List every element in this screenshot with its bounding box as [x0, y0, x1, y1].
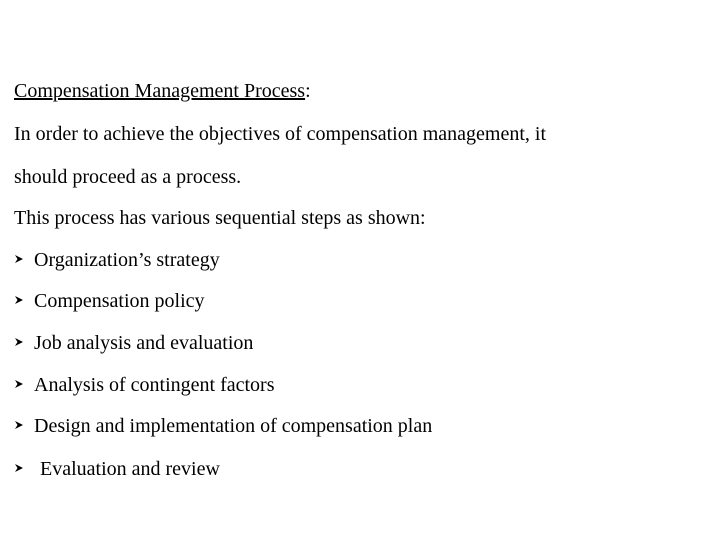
arrowhead-bullet-icon [14, 463, 24, 473]
paragraph-line-1: In order to achieve the objectives of compensation management, it [14, 123, 547, 145]
bullet-item-3 [14, 331, 253, 355]
heading-colon: : [305, 80, 311, 102]
bullet-item-5 [14, 414, 432, 438]
bullet-item-6 [14, 457, 220, 481]
paragraph-line-3: This process has various sequential steps as shown: [14, 207, 426, 229]
arrowhead-bullet-icon [14, 420, 24, 430]
bullet-item-2 [14, 289, 205, 313]
bullet-text: Analysis of contingent factors [34, 374, 275, 396]
bullet-text: Design and implementation of compensation plan [34, 415, 433, 437]
arrowhead-bullet-icon [14, 254, 24, 264]
bullet-item-1 [14, 248, 220, 272]
arrowhead-bullet-icon [14, 337, 24, 347]
paragraph-line-2: should proceed as a process. [14, 166, 242, 188]
bullet-text: Compensation policy [34, 290, 205, 312]
slide-heading [14, 79, 311, 103]
bullet-text: Evaluation and review [40, 458, 220, 480]
bullet-item-4 [14, 373, 275, 397]
bullet-text: Organization’s strategy [34, 249, 220, 271]
heading-title: Compensation Management Process [14, 80, 306, 102]
bullet-text: Job analysis and evaluation [34, 332, 254, 354]
arrowhead-bullet-icon [14, 295, 24, 305]
arrowhead-bullet-icon [14, 379, 24, 389]
